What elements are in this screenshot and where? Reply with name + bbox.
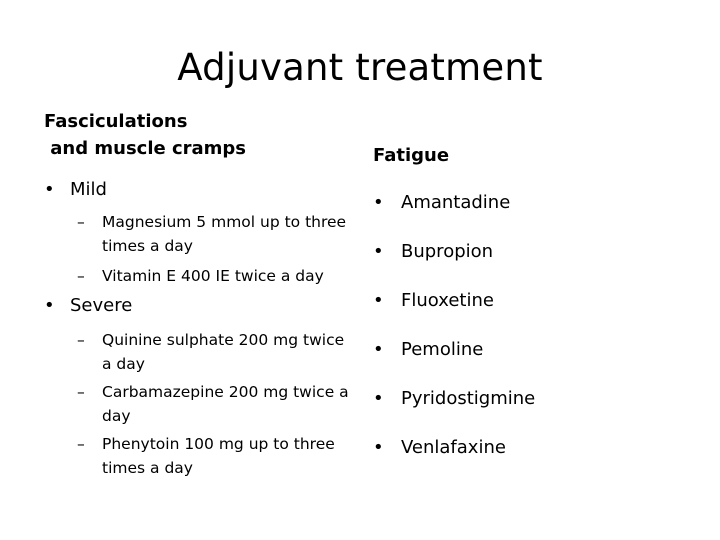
- slide-title: Adjuvant treatment: [177, 46, 543, 89]
- list-item: Pemoline: [401, 339, 484, 360]
- bullet-icon: •: [44, 295, 55, 316]
- mild-item-magnesium: [44, 210, 356, 258]
- fatigue-item-fluoxetine: [373, 289, 693, 313]
- dash-icon: –: [77, 267, 85, 285]
- fatigue-item-pemoline: [373, 338, 693, 362]
- list-item: Phenytoin 100 mg up to three times a day: [102, 435, 335, 477]
- dash-icon: –: [77, 435, 85, 453]
- dash-icon: –: [77, 383, 85, 401]
- list-item: Fluoxetine: [401, 290, 494, 311]
- list-item: Quinine sulphate 200 mg twice a day: [102, 331, 345, 373]
- mild-bullet: [44, 178, 356, 202]
- fatigue-item-venlafaxine: [373, 436, 693, 460]
- severe-bullet: [44, 294, 356, 318]
- fasciculations-column: [44, 108, 356, 480]
- fatigue-item-amantadine: [373, 191, 693, 215]
- fatigue-item-pyridostigmine: [373, 387, 693, 411]
- fasciculations-heading: Fasciculations and muscle cramps: [44, 111, 247, 159]
- fatigue-column: [373, 142, 693, 485]
- severe-item-quinine: [44, 328, 356, 376]
- list-item: Amantadine: [401, 192, 511, 213]
- bullet-icon: •: [373, 241, 384, 262]
- bullet-icon: •: [373, 339, 384, 360]
- list-item: Bupropion: [401, 241, 494, 262]
- bullet-icon: •: [373, 437, 384, 458]
- fatigue-heading: Fatigue: [373, 145, 450, 166]
- list-item: Vitamin E 400 IE twice a day: [102, 267, 324, 285]
- severe-item-phenytoin: [44, 432, 356, 480]
- severe-item-carbamazepine: [44, 380, 356, 428]
- list-item: Magnesium 5 mmol up to three times a day: [102, 213, 347, 255]
- severe-label: Severe: [70, 295, 133, 316]
- dash-icon: –: [77, 331, 85, 349]
- bullet-icon: •: [44, 179, 55, 200]
- bullet-icon: •: [373, 388, 384, 409]
- dash-icon: –: [77, 213, 85, 231]
- bullet-icon: •: [373, 290, 384, 311]
- list-item: Pyridostigmine: [401, 388, 536, 409]
- fatigue-item-bupropion: [373, 240, 693, 264]
- bullet-icon: •: [373, 192, 384, 213]
- mild-item-vitamin-e: [44, 264, 356, 288]
- list-item: Carbamazepine 200 mg twice a day: [102, 383, 349, 425]
- mild-label: Mild: [70, 179, 107, 200]
- list-item: Venlafaxine: [401, 437, 506, 458]
